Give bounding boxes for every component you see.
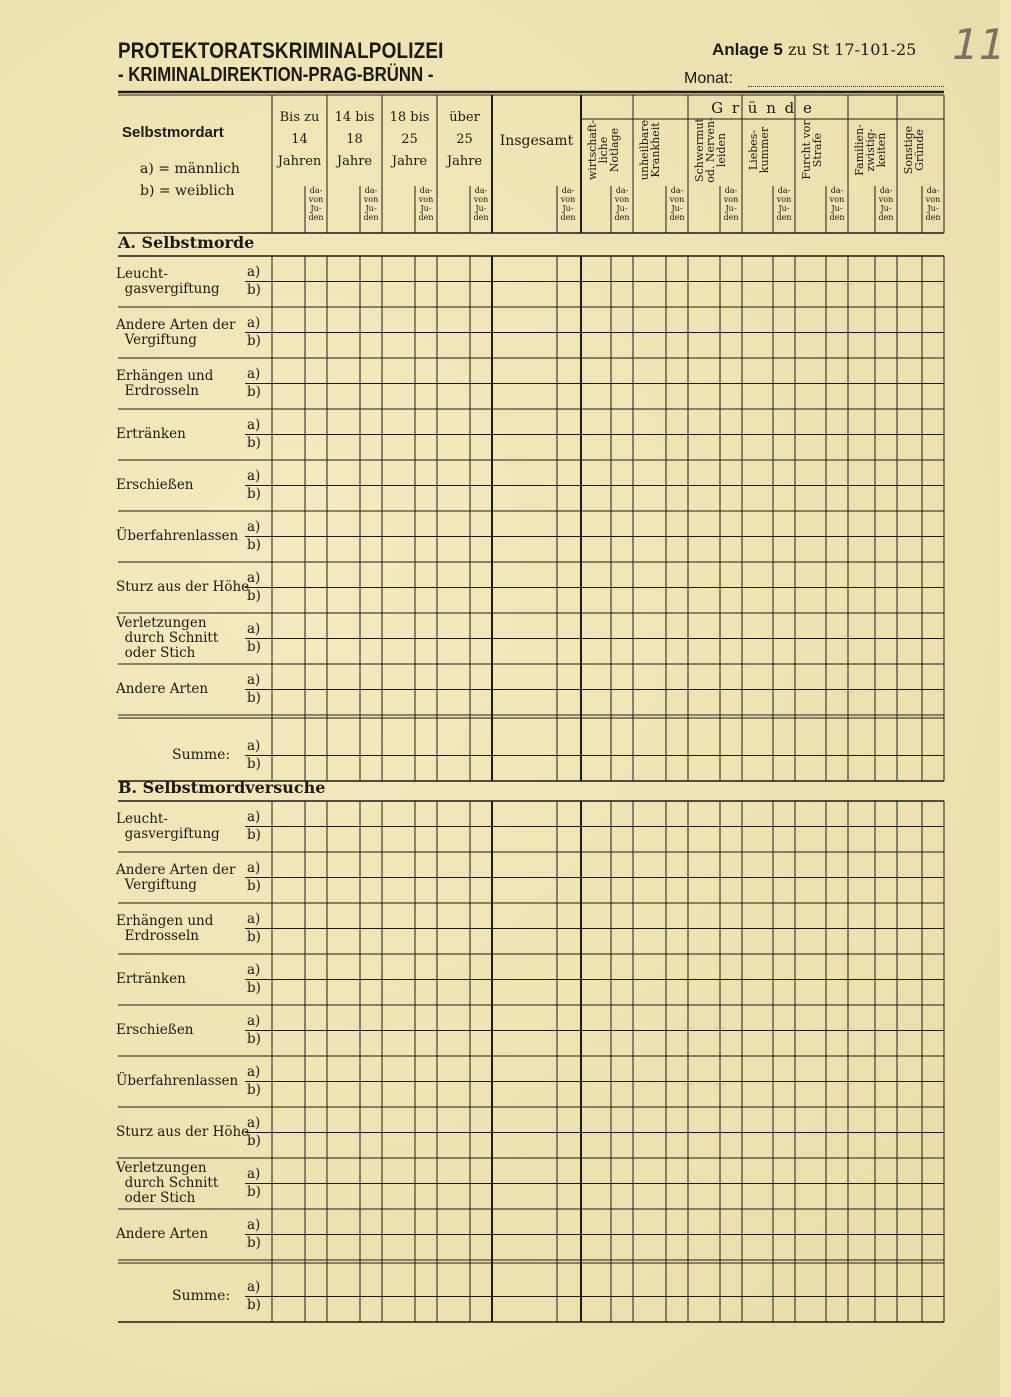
- page-title: PROTEKTORATSKRIMINALPOLIZEI: [118, 38, 444, 63]
- section-b-row-5-b-marker: b): [247, 1030, 261, 1047]
- section-b-row-9-a-marker: a): [247, 1216, 261, 1233]
- section-b-row-3-a-marker: a): [247, 910, 261, 927]
- section-b-row-6-a-marker: a): [247, 1063, 261, 1080]
- section-b-row-8-label: durch Schnitt: [116, 1175, 219, 1191]
- section-a-row-1-label: gasvergiftung: [116, 280, 220, 297]
- selbstmordart-header: Selbstmordart: [122, 124, 224, 141]
- davon-juden-text: Ju-: [778, 204, 790, 213]
- section-a-row-2-a-marker: a): [247, 314, 261, 331]
- davon-juden-text: den: [308, 213, 324, 222]
- age-group-1-line1: Bis zu: [279, 110, 320, 125]
- davon-juden-text: Ju-: [365, 204, 377, 213]
- section-b-row-9-label: Andere Arten: [116, 1226, 209, 1242]
- section-b-row-2-b-marker: b): [247, 877, 261, 894]
- section-a-row-1-label: Leucht-: [116, 265, 168, 282]
- section-a-row-9-a-marker: a): [247, 671, 261, 688]
- davon-juden-text: von: [473, 195, 489, 204]
- section-b-row-6-label: Überfahrenlassen: [116, 1073, 239, 1089]
- section-a-row-3-label: Erdrosseln: [116, 382, 199, 399]
- section-a-row-2-label: Andere Arten der: [116, 316, 236, 333]
- reason-header-7: Sonstige Gründe: [902, 125, 926, 175]
- page-subtitle: - KRIMINALDIREKTION-PRAG-BRÜNN -: [118, 64, 434, 86]
- section-a-summe-b-marker: b): [247, 755, 261, 772]
- davon-juden-text: von: [669, 195, 685, 204]
- section-b-summe-b-marker: b): [247, 1296, 261, 1313]
- attachment-reference: Anlage 5 zu St 17-101-25: [712, 40, 917, 59]
- age-group-4-line2: 25: [456, 132, 473, 147]
- section-a-row-8-label: Verletzungen: [116, 615, 207, 631]
- davon-juden-text: da-: [724, 186, 738, 195]
- davon-juden-text: da-: [419, 186, 433, 195]
- davon-juden-text: da-: [879, 186, 893, 195]
- davon-juden-text: Ju-: [310, 204, 322, 213]
- section-a-row-9-label: Andere Arten: [116, 681, 209, 697]
- davon-juden-text: den: [669, 213, 685, 222]
- davon-juden-text: von: [776, 195, 792, 204]
- section-a-row-7-a-marker: a): [247, 569, 261, 586]
- reason-header-4: Liebes-kummer: [747, 126, 771, 174]
- section-b-row-2-label: Andere Arten der: [116, 861, 236, 878]
- davon-juden-text: Ju-: [420, 204, 432, 213]
- section-b-row-1-b-marker: b): [247, 826, 261, 843]
- section-b-row-4-a-marker: a): [247, 961, 261, 978]
- reason-header-5: Furcht vor Strafe: [800, 120, 824, 180]
- davon-juden-label-3: [415, 186, 437, 222]
- davon-juden-text: den: [723, 213, 739, 222]
- section-b-summe-label: Summe:: [172, 1287, 231, 1304]
- davon-juden-text: von: [418, 195, 434, 204]
- section-b-row-7-label: Sturz aus der Höhe: [116, 1124, 250, 1140]
- section-a-row-8-label: oder Stich: [116, 645, 196, 661]
- age-group-4-line3: Jahre: [446, 154, 483, 169]
- davon-juden-text: da-: [670, 186, 684, 195]
- section-a-row-3-a-marker: a): [247, 365, 261, 382]
- davon-juden-label-11: [875, 186, 897, 222]
- section-a-summe-a-marker: a): [247, 737, 261, 754]
- section-b-row-7-a-marker: a): [247, 1114, 261, 1131]
- section-a-row-7-b-marker: b): [247, 587, 261, 604]
- davon-juden-text: da-: [830, 186, 844, 195]
- section-a-row-3-label: Erhängen und: [116, 367, 214, 384]
- section-b-row-1-label: Leucht-: [116, 810, 168, 827]
- section-a-row-7-label: Sturz aus der Höhe: [116, 579, 250, 595]
- davon-juden-text: da-: [926, 186, 940, 195]
- section-b-row-6-b-marker: b): [247, 1081, 261, 1098]
- davon-juden-text: den: [614, 213, 630, 222]
- davon-juden-text: von: [925, 195, 941, 204]
- section-a-row-1-a-marker: a): [247, 263, 261, 280]
- davon-juden-text: den: [560, 213, 576, 222]
- age-group-1-line3: Jahren: [277, 154, 322, 169]
- davon-juden-text: da-: [364, 186, 378, 195]
- section-a-row-4-label: Ertränken: [116, 426, 186, 442]
- davon-juden-text: von: [829, 195, 845, 204]
- davon-juden-text: den: [418, 213, 434, 222]
- davon-juden-text: Ju-: [725, 204, 737, 213]
- reason-header-6: Familien-zwistig-keiten: [853, 124, 888, 176]
- section-b-row-3-label: Erdrosseln: [116, 927, 199, 944]
- section-a-row-4-b-marker: b): [247, 434, 261, 451]
- davon-juden-text: von: [308, 195, 324, 204]
- reason-header-1: wirtschaft-liche Notlage: [586, 119, 621, 181]
- davon-juden-text: da-: [561, 186, 575, 195]
- davon-juden-text: den: [473, 213, 489, 222]
- davon-juden-label-2: [360, 186, 382, 222]
- section-a-row-6-a-marker: a): [247, 518, 261, 535]
- section-a-row-8-label: durch Schnitt: [116, 630, 219, 646]
- davon-juden-text: den: [878, 213, 894, 222]
- section-a-row-8-a-marker: a): [247, 620, 261, 637]
- section-b-row-2-label: Vergiftung: [116, 876, 197, 893]
- age-group-1-line2: 14: [291, 132, 308, 147]
- section-b-row-8-label: Verletzungen: [116, 1160, 207, 1176]
- section-a-row-3-b-marker: b): [247, 383, 261, 400]
- section-a-row-2-b-marker: b): [247, 332, 261, 349]
- section-a-row-9-b-marker: b): [247, 689, 261, 706]
- davon-juden-text: den: [776, 213, 792, 222]
- davon-juden-text: Ju-: [671, 204, 683, 213]
- section-a-row-2-label: Vergiftung: [116, 331, 197, 348]
- davon-juden-text: von: [560, 195, 576, 204]
- davon-juden-text: da-: [309, 186, 323, 195]
- section-b-summe-a-marker: a): [247, 1278, 261, 1295]
- section-b-row-3-b-marker: b): [247, 928, 261, 945]
- reason-header-3: Schwermut od. Nerven-leiden: [693, 117, 728, 183]
- davon-juden-label-1: [305, 186, 327, 222]
- section-a-row-5-a-marker: a): [247, 467, 261, 484]
- davon-juden-label-4: [470, 186, 492, 222]
- davon-juden-label-12: [922, 186, 944, 222]
- section-b-row-5-a-marker: a): [247, 1012, 261, 1029]
- section-b-row-4-label: Ertränken: [116, 971, 186, 987]
- davon-juden-text: Ju-: [831, 204, 843, 213]
- davon-juden-text: Ju-: [562, 204, 574, 213]
- davon-juden-text: von: [723, 195, 739, 204]
- section-a-row-1-b-marker: b): [247, 281, 261, 298]
- section-b-row-1-a-marker: a): [247, 808, 261, 825]
- age-group-3-line2: 25: [401, 132, 418, 147]
- age-group-2-line3: Jahre: [336, 154, 373, 169]
- davon-juden-text: da-: [474, 186, 488, 195]
- section-a-row-4-a-marker: a): [247, 416, 261, 433]
- section-a-row-6-label: Überfahrenlassen: [116, 528, 239, 544]
- section-a-row-5-label: Erschießen: [116, 477, 194, 493]
- gruende-header: G r ü n d e: [711, 99, 814, 117]
- davon-juden-text: von: [363, 195, 379, 204]
- section-b-row-8-b-marker: b): [247, 1183, 261, 1200]
- section-b-row-1-label: gasvergiftung: [116, 825, 220, 842]
- page-number: 11: [946, 20, 1011, 69]
- davon-juden-text: den: [925, 213, 941, 222]
- age-group-3-line1: 18 bis: [389, 110, 430, 125]
- davon-juden-text: von: [878, 195, 894, 204]
- section-b-row-3-label: Erhängen und: [116, 912, 214, 929]
- davon-juden-label-7: [666, 186, 688, 222]
- age-group-4-line1: über: [449, 110, 480, 125]
- section-b-row-9-b-marker: b): [247, 1234, 261, 1251]
- davon-juden-text: Ju-: [475, 204, 487, 213]
- davon-juden-text: Ju-: [616, 204, 628, 213]
- davon-juden-text: den: [363, 213, 379, 222]
- legend-female: b) = weiblich: [140, 183, 235, 199]
- month-label: Monat:: [684, 70, 733, 87]
- davon-juden-label-5: [557, 186, 579, 222]
- davon-juden-label-6: [611, 186, 633, 222]
- section-a-row-8-b-marker: b): [247, 638, 261, 655]
- davon-juden-text: Ju-: [927, 204, 939, 213]
- davon-juden-text: Ju-: [880, 204, 892, 213]
- section-b-row-7-b-marker: b): [247, 1132, 261, 1149]
- davon-juden-text: den: [829, 213, 845, 222]
- age-group-3-line3: Jahre: [391, 154, 428, 169]
- reason-header-2: unheilbare Krankheit: [638, 119, 662, 181]
- legend-male: a) = männlich: [140, 161, 240, 177]
- davon-juden-label-9: [773, 186, 795, 222]
- davon-juden-text: von: [614, 195, 630, 204]
- age-group-2-line2: 18: [346, 132, 363, 147]
- davon-juden-label-10: [826, 186, 848, 222]
- section-a-title: A. Selbstmorde: [118, 233, 255, 252]
- section-b-row-4-b-marker: b): [247, 979, 261, 996]
- davon-juden-label-8: [720, 186, 742, 222]
- section-b-row-8-a-marker: a): [247, 1165, 261, 1182]
- section-b-row-5-label: Erschießen: [116, 1022, 194, 1038]
- section-b-row-8-label: oder Stich: [116, 1190, 196, 1206]
- davon-juden-text: da-: [777, 186, 791, 195]
- section-b-row-2-a-marker: a): [247, 859, 261, 876]
- insgesamt-header: Insgesamt: [499, 133, 574, 149]
- davon-juden-text: da-: [615, 186, 629, 195]
- section-b-title: B. Selbstmordversuche: [118, 778, 326, 797]
- section-a-summe-label: Summe:: [172, 746, 231, 763]
- section-a-row-6-b-marker: b): [247, 536, 261, 553]
- section-a-row-5-b-marker: b): [247, 485, 261, 502]
- age-group-2-line1: 14 bis: [334, 110, 375, 125]
